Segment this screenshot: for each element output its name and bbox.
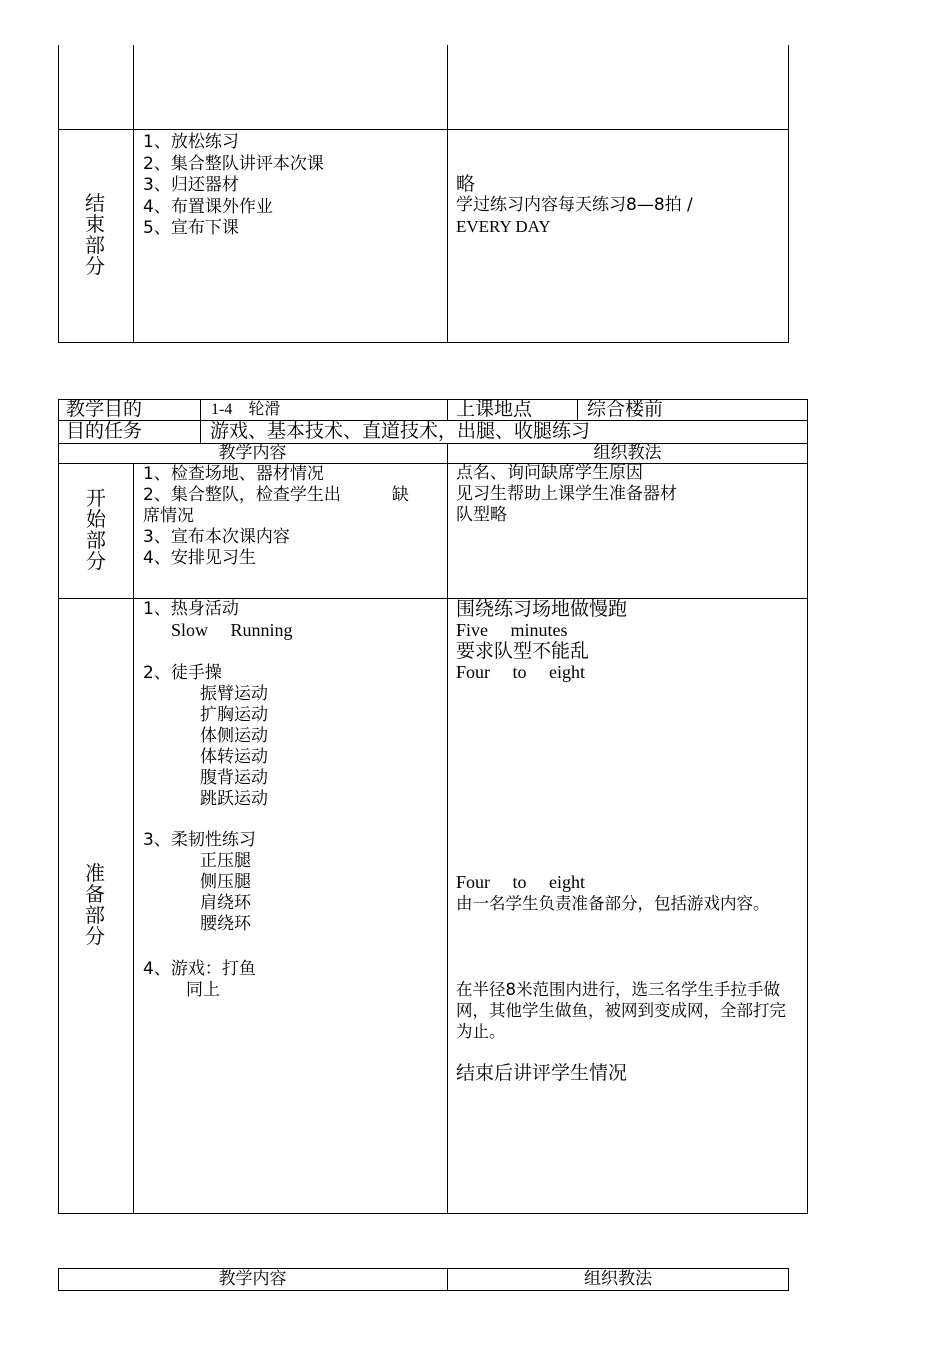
method-review: 结束后讲评学生情况 xyxy=(456,1062,628,1084)
list-item: 4、布置课外作业 xyxy=(143,196,273,217)
section-start-methods xyxy=(456,463,677,526)
method-five: Five minutes xyxy=(456,620,568,640)
list-item: 振臂运动 xyxy=(200,684,268,704)
list-item: 腹背运动 xyxy=(200,768,268,788)
lesson-col-divider xyxy=(577,399,578,421)
task-value: 游戏、基本技术、直道技术，出腿、收腿练习 xyxy=(210,420,591,442)
flex-items xyxy=(200,851,251,935)
location-value: 综合楼前 xyxy=(587,398,664,420)
location-label: 上课地点 xyxy=(456,398,533,420)
list-item: 点名、询问缺席学生原因 xyxy=(456,463,643,483)
list-item: 体侧运动 xyxy=(200,726,268,746)
section-end-method-0: 略 xyxy=(456,173,476,195)
section-end-items xyxy=(143,132,324,240)
col-header-method: 组织教法 xyxy=(593,443,662,463)
section-start-label: 开始部分 xyxy=(86,486,106,573)
goal-label: 教学目的 xyxy=(66,398,143,420)
col-header-content: 教学内容 xyxy=(218,443,287,463)
end-table-bottom-border xyxy=(58,342,789,343)
freehand-title: 2、徒手操 xyxy=(143,663,222,683)
list-item: 席情况 xyxy=(143,506,194,526)
section-end-label: 结束部分 xyxy=(85,191,105,278)
task-label: 目的任务 xyxy=(66,420,143,442)
list-item: 侧压腿 xyxy=(200,872,251,892)
list-item: 4、安排见习生 xyxy=(143,548,256,568)
warmup-en: Slow Running xyxy=(171,620,293,640)
game-title: 4、游戏：打鱼 xyxy=(143,959,256,979)
lesson-col-divider xyxy=(133,463,134,1214)
list-item: 跳跃运动 xyxy=(200,789,268,809)
list-item: 1、放松练习 xyxy=(143,132,239,152)
footer-col-content: 教学内容 xyxy=(218,1269,287,1289)
section-end-method-2: EVERY DAY xyxy=(456,217,551,236)
goal-value: 1-4 轮滑 xyxy=(211,401,281,418)
method-four-2: Four to eight xyxy=(456,872,585,892)
list-item: 队型略 xyxy=(456,505,507,525)
lesson-col-divider xyxy=(447,399,448,421)
section-prep-label: 准备部分 xyxy=(85,861,105,948)
list-item: 1、检查场地、器材情况 xyxy=(143,464,324,484)
lesson-col-divider xyxy=(200,399,201,443)
list-item: 2、集合整队，检查学生出 缺 xyxy=(143,485,409,505)
method-run: 围绕练习场地做慢跑 xyxy=(456,598,628,620)
warmup-title: 1、热身活动 xyxy=(143,599,239,619)
freehand-items xyxy=(200,684,268,810)
end-table-divider-1 xyxy=(133,45,134,343)
list-item: 体转运动 xyxy=(200,747,268,767)
list-item: 5、宣布下课 xyxy=(143,218,239,238)
end-table-right-border xyxy=(788,45,789,343)
list-item: 扩胸运动 xyxy=(200,705,268,725)
list-item: 3、宣布本次课内容 xyxy=(143,527,290,547)
method-student: 由一名学生负责准备部分，包括游戏内容。 xyxy=(456,894,770,913)
list-item: 肩绕环 xyxy=(200,893,251,913)
flex-title: 3、柔韧性练习 xyxy=(143,830,256,850)
end-table-divider-2 xyxy=(447,45,448,343)
section-start-items xyxy=(143,464,409,569)
game-sub: 同上 xyxy=(186,980,220,1000)
list-item: 3、归还器材 xyxy=(143,175,239,195)
lesson-col-divider xyxy=(447,443,448,1214)
method-four-1: Four to eight xyxy=(456,662,585,682)
footer-col-method: 组织教法 xyxy=(584,1269,652,1289)
list-item: 见习生帮助上课学生准备器材 xyxy=(456,484,677,504)
end-table-row-divider xyxy=(58,129,789,130)
list-item: 腰绕环 xyxy=(200,914,251,934)
method-game: 在半径8米范围内进行，选三名学生手拉手做网，其他学生做鱼，被网到变成网，全部打完为止。 xyxy=(456,980,786,1041)
end-table-left-border xyxy=(58,45,59,343)
section-end-method-1: 学过练习内容每天练习8—8拍 / xyxy=(456,195,693,215)
list-item: 正压腿 xyxy=(200,851,251,871)
method-formation: 要求队型不能乱 xyxy=(456,640,590,662)
list-item: 2、集合整队讲评本次课 xyxy=(143,153,324,174)
